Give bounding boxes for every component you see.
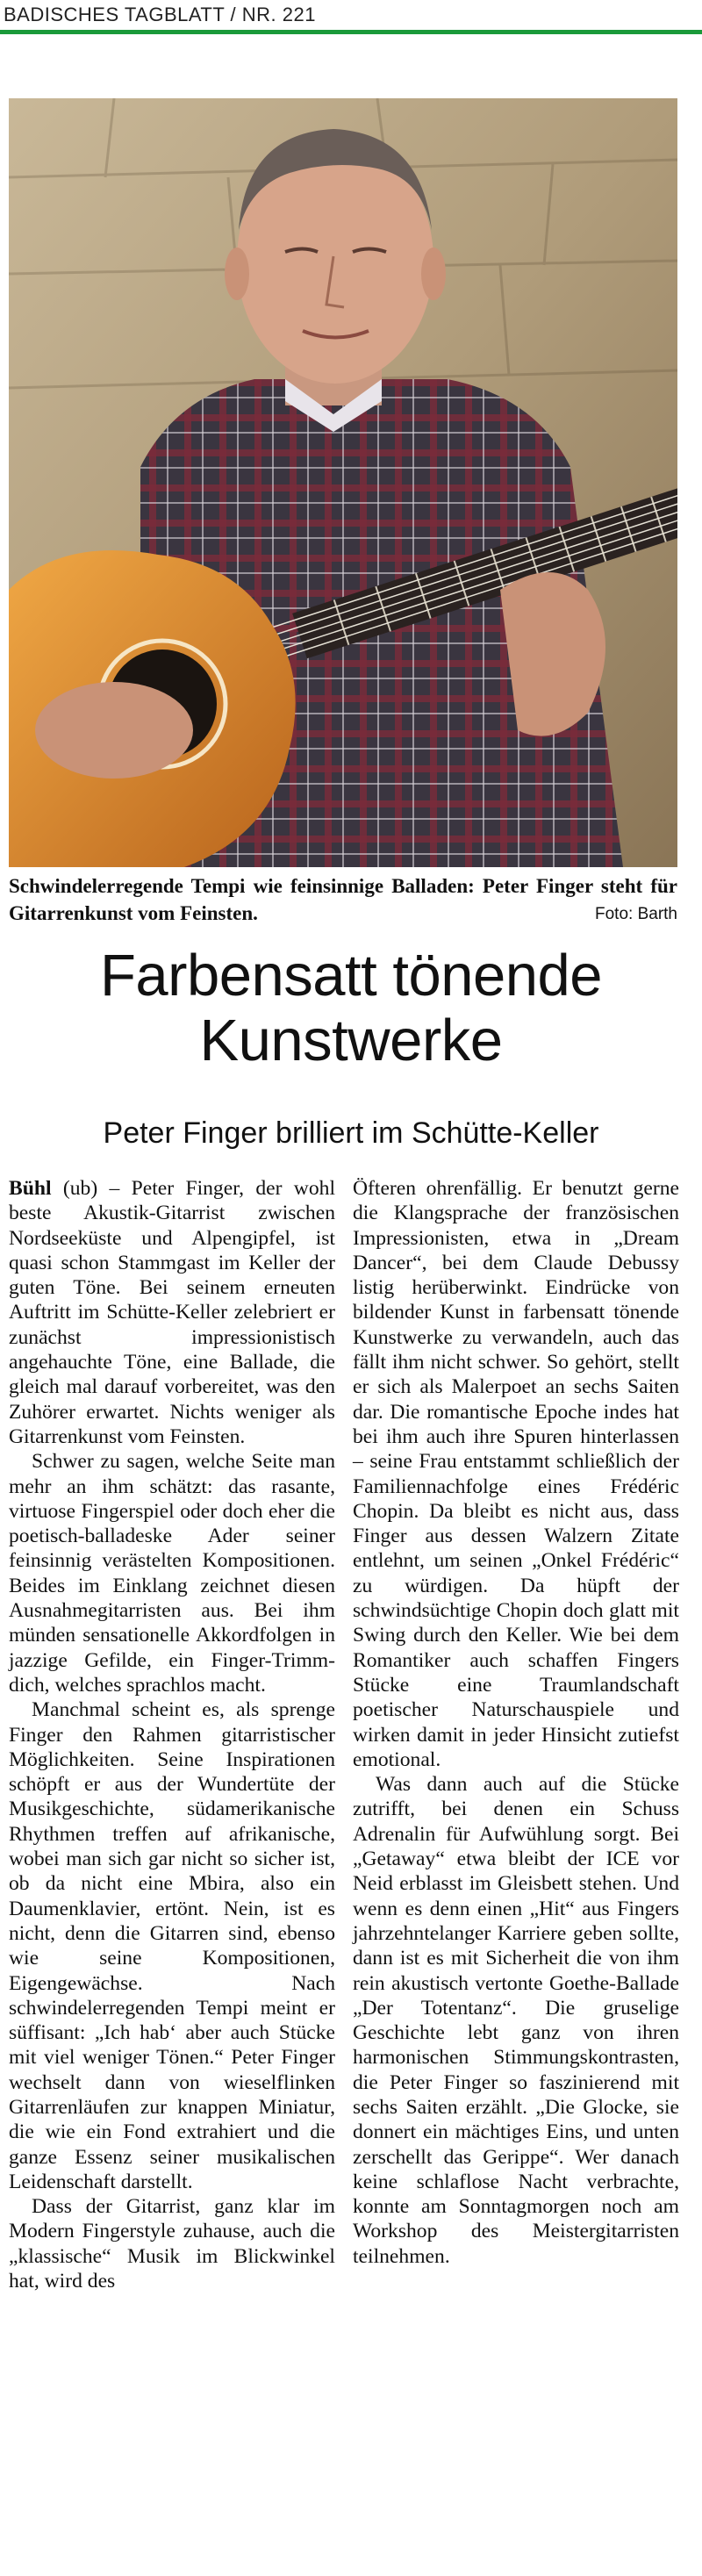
paragraph: Bühl (ub) – Peter Finger, der wohl beste Akustik-Gitarrist zwischen Nordseeküste und Alpengipfel, ist quasi schon Stammgast im Keller der guten Töne. Bei seinem erneuten Auftritt im Schütte-Keller zelebriert er zunächst impressionistisch angehauchte Töne, eine Ballade, die gleich mal darauf vorbereitet, was den Zuhörer erwartet. Nichts weniger als Gitarrenkunst vom Feinsten.: [9, 1177, 335, 1448]
photo-caption: [9, 872, 677, 928]
article-column-right: [353, 1176, 679, 2269]
masthead-text: BADISCHES TAGBLATT / NR. 221: [4, 4, 316, 25]
headline-line-2: Kunstwerke: [199, 1008, 503, 1073]
paragraph: Dass der Gitarrist, ganz klar im Modern Fingerstyle zuhause, auch die „klassische“ Musik im Blickwinkel hat, wird des: [9, 2195, 335, 2293]
headline-line-1: Farbensatt tönende: [99, 943, 603, 1008]
subheadline: Peter Finger brilliert im Schütte-Keller: [103, 1116, 599, 1150]
paragraph: Öfteren ohrenfällig. Er benutzt gerne die Klangsprache der französischen Impressionisten, etwa in „Dream Dancer“, bei dem Claude Debussy listig herüberwinkt. Eindrücke von bildender Kunst in farbensatt tönende Kunstwerke zu verwandeln, auch das fällt ihm nicht schwer. So gehört, stellt er sich als Malerpoet an sechs Saiten dar. Die romantische Epoche indes hat bei ihm auch ihre Spuren hinterlassen – seine Frau entstammt schließlich der Familiennachfolge eines Frédéric Chopin. Da bleibt es nicht aus, dass Finger aus dessen Walzern Zitate entlehnt, um seinen „Onkel Frédéric“ zu würdigen. Da hüpft der schwindsüchtige Chopin doch glatt mit Swing durch den Keller. Wie bei dem Romantiker auch schaffen Fingers Stücke eine Traumlandschaft poetischer Naturschauspiele und wirken damit in jeder Hinsicht zutiefst emotional.: [353, 1177, 679, 1771]
headline: [0, 944, 702, 1073]
paragraph: Was dann auch auf die Stücke zutrifft, bei denen ein Schuss Adrenalin für Aufwühlung sorgt. Bei „Getaway“ etwa bleibt der ICE vor Neid erblasst im Gleisbett stehen. Und wenn es denn einen „Hit“ aus Fingers jahrzehntelanger Karriere geben sollte, dann ist es mit Sicherheit die von ihm rein akustisch vertonte Goethe-Ballade „Der Totentanz“. Die gruselige Geschichte lebt ganz von ihren harmonischen Stimmungskontrasten, die Peter Finger so faszinierend mit sechs Saiten erzählt. „Die Glocke, sie donnert ein mächtiges Eins, und unten zerschellt das Gerippe“. Wer danach keine schlaflose Nacht verbrachte, konnte am Sonntagmorgen noch am Workshop des Meistergitarristen teilnehmen.: [353, 1773, 679, 2268]
paragraph: Manchmal scheint es, als sprenge Finger den Rahmen gitarristischer Möglichkeiten. Seine Inspirationen schöpft er aus der Wundertüte der Musikgeschichte, südamerikanische Rhythmen treffen auf afrikanische, wobei man sich gar nicht so sicher ist, ob da nicht eine Mbira, also ein Daumenklavier, ertönt. Nein, ist es nicht, denn die Gitarren sind, ebenso wie seine Kompositionen, Eigengewächse. Nach schwindelerregenden Tempi meint er süffisant: „Ich hab‘ aber auch Stücke mit viel weniger Tönen.“ Peter Finger wechselt dann von wieselflinken Gitarrenläufen zur knappen Miniatur, die wie ein Fond extrahiert und die ganze Essenz seiner musikalischen Leidenschaft darstellt.: [9, 1698, 335, 2193]
article-photo: [9, 98, 677, 867]
photo-credit: Foto: Barth: [595, 905, 677, 923]
article-column-left: [9, 1176, 335, 2293]
guitarist-photo-illustration: [9, 98, 677, 867]
paragraph: Schwer zu sagen, welche Seite man mehr an ihm schätzt: das rasante, virtuose Fingerspiel oder doch eher die poetisch-balladeske Ader seiner feinsinnig verästelten Kompositionen. Beides im Einklang zeichnet diesen Ausnahmegitarristen aus. Bei ihm münden sensationelle Akkordfolgen in jazzige Gefilde, ein Finger-Trimm-dich, welches sprachlos macht.: [9, 1450, 335, 1697]
dateline: Bühl: [9, 1177, 52, 1200]
masthead: [0, 0, 702, 34]
caption-text: Schwindelerregende Tempi wie feinsinnige Balladen: Peter Finger steht für Gitarrenkunst vom Feinsten.: [9, 875, 677, 924]
